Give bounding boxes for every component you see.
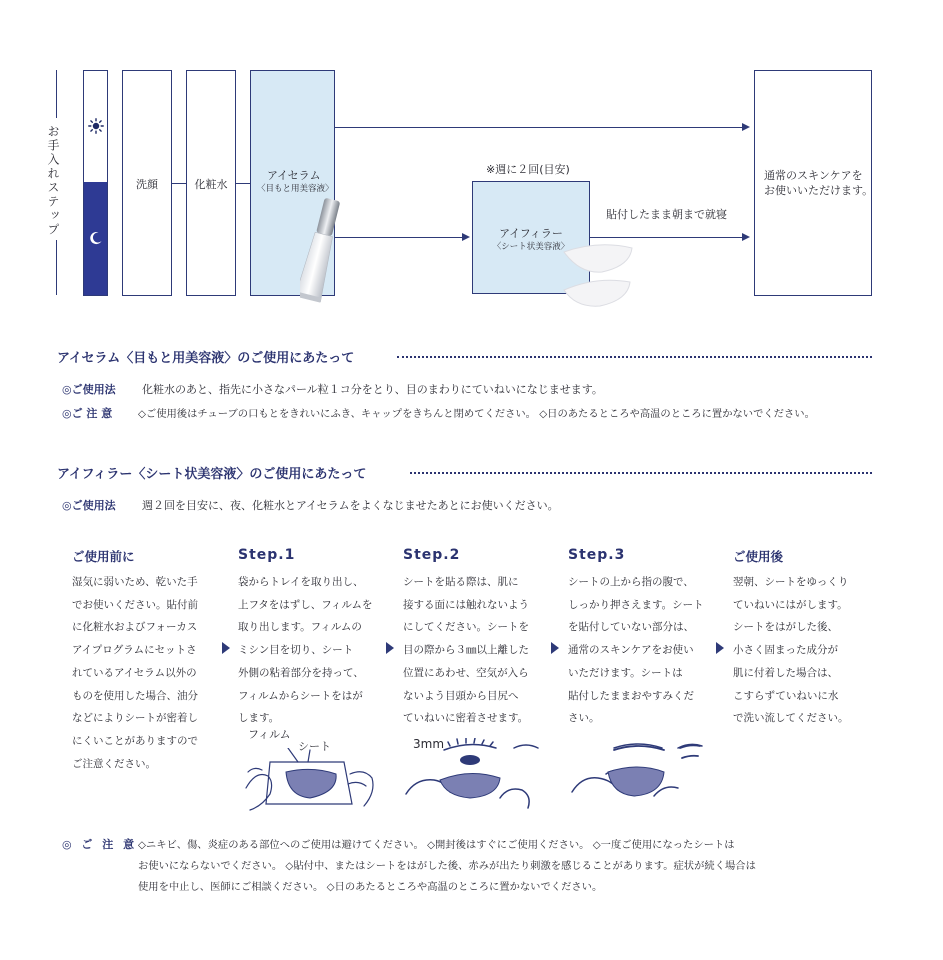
serum-heading-rule bbox=[397, 356, 872, 358]
text-line: 取り出します。フィルムの bbox=[238, 621, 362, 634]
text-line: 袋からトレイを取り出し、 bbox=[238, 576, 364, 588]
before-use-text bbox=[72, 571, 198, 775]
step-arrow-icon bbox=[222, 642, 230, 654]
arrow-top-head bbox=[742, 122, 752, 132]
text-line: 上フタをはずし、フィルムを bbox=[238, 598, 373, 611]
bottom-caution-label: ◎ ご 注 意 bbox=[62, 838, 138, 851]
text-line: こすらずていねいに水 bbox=[733, 689, 839, 702]
eye-sheet-image bbox=[558, 232, 638, 312]
connector-2 bbox=[236, 183, 250, 184]
text-line: 通常のスキンケアをお使い bbox=[568, 644, 694, 657]
connector-1 bbox=[172, 183, 186, 184]
filler-usage-text: 週２回を目安に、夜、化粧水とアイセラムをよくなじませたあとにお使いください。 bbox=[142, 499, 559, 512]
filler-heading: アイフィラー〈シート状美容液〉のご使用にあたって bbox=[57, 467, 367, 482]
step1-text bbox=[238, 571, 373, 730]
step-arrow-icon bbox=[551, 642, 559, 654]
steps-label-rule-bottom bbox=[56, 240, 57, 295]
text-line: 湿気に弱いため、乾いた手 bbox=[72, 576, 198, 588]
step2-illustration-image bbox=[404, 738, 544, 818]
after-use-illustration-image bbox=[610, 738, 720, 768]
text-line: で洗い流してください。 bbox=[733, 712, 849, 725]
bottom-caution-line-3: 使用を中止し、医師にご相談ください。 ◇日のあたるところや高温のところに置かないでください。 bbox=[138, 881, 603, 893]
text-line: ないよう目頭から目尻へ bbox=[403, 689, 519, 702]
lotion-box bbox=[186, 70, 236, 296]
text-line: にしてください。シートを bbox=[403, 621, 529, 634]
text-line: シートを貼る際は、肌に bbox=[403, 576, 519, 588]
text-line: ご注意ください。 bbox=[72, 757, 156, 770]
step2-text bbox=[403, 571, 529, 730]
serum-usage-label: ◎ご使用法 bbox=[62, 383, 116, 396]
arrow-mid-head bbox=[462, 232, 472, 242]
bottom-caution-line-1: ◇ニキビ、傷、炎症のある部位へのご使用は避けてください。 ◇開封後はすぐにご使用ください。 ◇一度ご使用になったシートは bbox=[138, 839, 735, 851]
filler-heading-rule bbox=[410, 472, 872, 474]
text-line: ていねいにはがします。 bbox=[733, 598, 848, 611]
filler-usage-label: ◎ご使用法 bbox=[62, 499, 116, 512]
serum-usage-text: 化粧水のあと、指先に小さなパール粒１コ分をとり、目のまわりにていねいになじませます。 bbox=[142, 383, 603, 396]
text-line: 貼付したままおやすみくだ bbox=[568, 689, 694, 702]
normal-care-line-2: お使いいただけます。 bbox=[764, 184, 874, 197]
step2-title: Step.2 bbox=[403, 547, 461, 563]
wash-box bbox=[122, 70, 172, 296]
text-line: ていねいに密着させます。 bbox=[403, 712, 529, 725]
text-line: 肌に付着した場合は、 bbox=[733, 666, 838, 679]
serum-caution-text: ◇ご使用後はチューブの口もとをきれいにふき、キャップをきちんと閉めてください。 ◇日のあたるところや高温のところに置かないでください。 bbox=[138, 408, 815, 420]
distance-label: 3mm bbox=[413, 737, 445, 751]
step3-text bbox=[568, 571, 704, 730]
text-line: ものを使用した場合、油分 bbox=[72, 689, 198, 702]
text-line: シートをはがした後、 bbox=[733, 621, 838, 634]
text-line: れているアイセラム以外の bbox=[72, 666, 197, 679]
text-line: でお使いください。貼付前 bbox=[72, 598, 198, 611]
sheet-label: シート bbox=[298, 740, 331, 753]
after-use-title: ご使用後 bbox=[733, 549, 784, 564]
eye-serum-title: アイセラム bbox=[267, 169, 321, 182]
step3-title: Step.3 bbox=[568, 547, 626, 563]
step-arrow-icon bbox=[716, 642, 724, 654]
arrow-filler-head bbox=[742, 232, 752, 242]
normal-care-box bbox=[754, 70, 872, 296]
text-line: を貼付していない部分は、 bbox=[568, 621, 694, 634]
after-use-text bbox=[733, 571, 849, 730]
lotion-label: 化粧水 bbox=[194, 178, 228, 191]
text-line: フィルムからシートをはが bbox=[238, 689, 363, 702]
text-line: 接する面には触れないよう bbox=[403, 598, 529, 611]
text-line: などによりシートが密着し bbox=[72, 712, 198, 725]
eye-serum-sub: 〈目もと用美容液〉 bbox=[257, 184, 334, 194]
text-line: 小さく固まった成分が bbox=[733, 644, 838, 657]
eye-serum-tube-image bbox=[300, 196, 340, 304]
step-arrow-icon bbox=[386, 642, 394, 654]
serum-heading: アイセラム〈目もと用美容液〉のご使用にあたって bbox=[57, 351, 355, 366]
text-line: 位置にあわせ、空気が入ら bbox=[403, 666, 529, 679]
text-line: ミシン目を切り、シート bbox=[238, 644, 354, 657]
text-line: いただけます。シートは bbox=[568, 666, 683, 679]
wash-label: 洗顔 bbox=[136, 178, 158, 191]
text-line: しっかり押さえます。シート bbox=[568, 598, 704, 611]
arrow-top-line bbox=[335, 127, 743, 128]
text-line: にくいことがありますので bbox=[72, 734, 198, 747]
normal-care-line-1: 通常のスキンケアを bbox=[764, 169, 863, 182]
text-line: に化粧水およびフォーカス bbox=[72, 621, 198, 634]
film-label: フィルム bbox=[248, 728, 291, 741]
text-line: 外側の粘着部分を持って、 bbox=[238, 666, 364, 679]
overnight-label: 貼付したまま朝まで就寝 bbox=[606, 208, 727, 221]
text-line: します。 bbox=[238, 712, 280, 725]
text-line: シートの上から指の腹で、 bbox=[568, 576, 694, 588]
sun-icon bbox=[88, 118, 104, 134]
eye-filler-title: アイフィラー bbox=[499, 227, 563, 240]
step1-title: Step.1 bbox=[238, 547, 296, 563]
text-line: 翌朝、シートをゆっくり bbox=[733, 576, 849, 588]
moon-icon bbox=[89, 231, 103, 245]
day-night-bar bbox=[83, 70, 108, 296]
steps-label: お手入れステップ bbox=[46, 125, 60, 237]
text-line: 目の際から３㎜以上離した bbox=[403, 644, 529, 657]
steps-label-rule-top bbox=[56, 70, 57, 118]
text-line: さい。 bbox=[568, 712, 600, 725]
arrow-mid-line bbox=[335, 237, 463, 238]
eye-filler-sub: 〈シート状美容液〉 bbox=[492, 242, 570, 252]
before-use-title: ご使用前に bbox=[72, 549, 135, 564]
serum-caution-label: ◎ご 注 意 bbox=[62, 407, 113, 420]
bottom-caution-line-2: お使いにならないでください。 ◇貼付中、またはシートをはがした後、赤みが出たり刺激を感じることがあります。症状が続く場合は bbox=[138, 860, 756, 872]
frequency-note: ※週に２回(目安) bbox=[486, 163, 570, 176]
text-line: アイプログラムにセットさ bbox=[72, 644, 197, 657]
arrow-filler-line bbox=[590, 237, 743, 238]
step1-illustration-image bbox=[240, 748, 380, 818]
